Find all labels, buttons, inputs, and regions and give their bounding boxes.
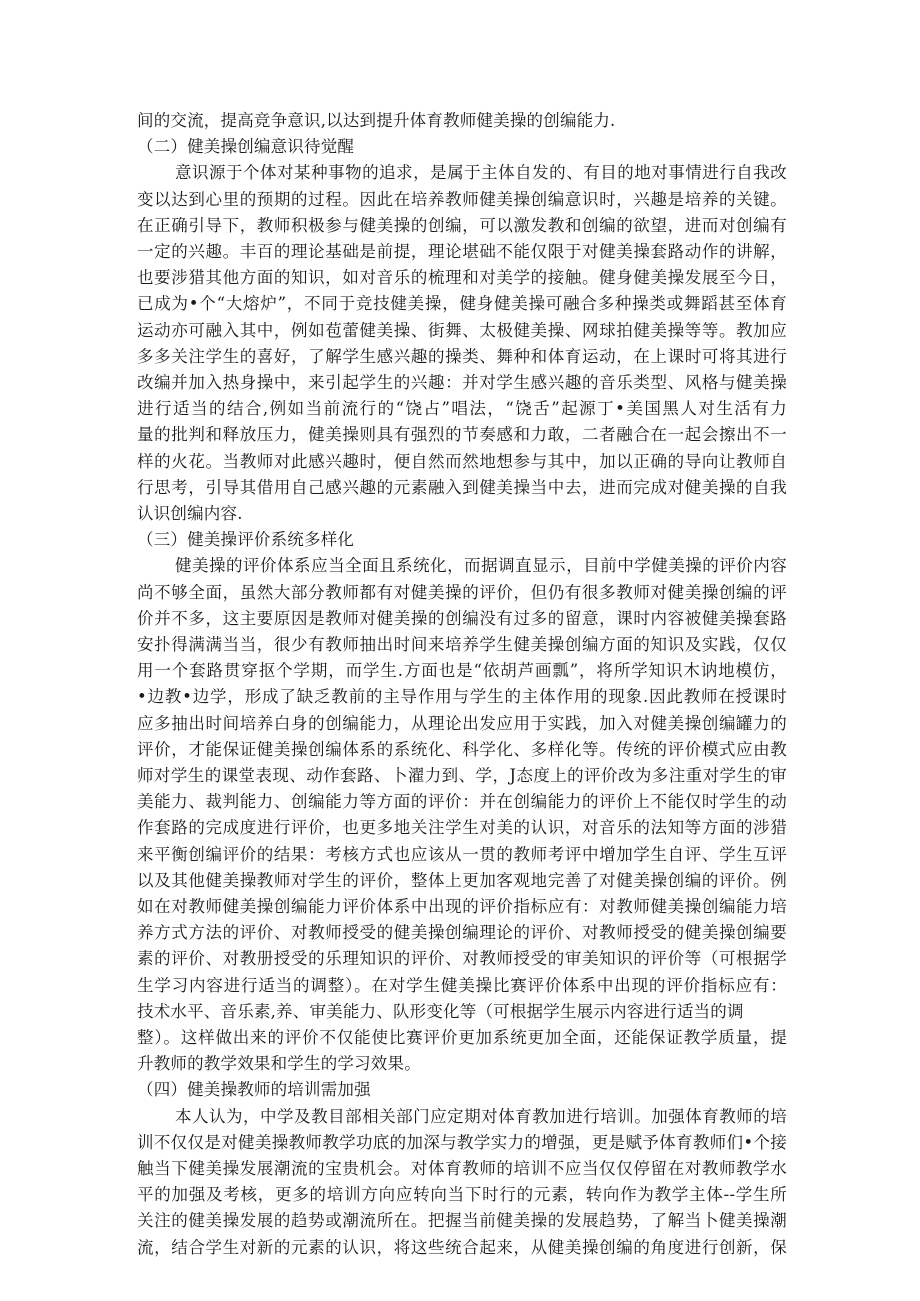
section-heading: （二）健美操创编意识待觉醒 — [137, 137, 355, 157]
text-line: 升教师的教学效果和学生的学习效果。 — [137, 1054, 421, 1074]
section-heading: （四）健美操教师的培训需加强 — [137, 1080, 371, 1100]
text-line: 量的批判和释放压力，健美操则具有强烈的节奏感和力敢，二者融合在一起会擦出不一 — [137, 425, 787, 445]
text-line: 素的评价、对教册授受的乐理知识的评价、对教师授受的审美知识的评价等（可根据学 — [137, 949, 787, 969]
text-line: 整）。这样做出来的评价不仅能使比赛评价更加系统更加全面，还能保证教学质量，提 — [137, 1028, 787, 1047]
text-line: 多多关注学生的喜好，了解学生感兴趣的操类、舞种和体育运动，在上课时可将其进行 — [137, 346, 787, 366]
text-line: 技术水平、音乐素,养、审美能力、队形变化等（可根据学生展示内容进行适当的调 — [137, 1001, 744, 1021]
text-line: 生学习内容进行适当的调整）。在对学生健美操比赛评价体系中出现的评价指标应有： — [137, 975, 787, 995]
text-line: 意识源于个体对某种事物的追求，是属于主体自发的、有目的地对事情进行自我改 — [175, 163, 787, 183]
text-line: 健美操的评价体系应当全面且系统化，而据调直显示，目前中学健美操的评价内容 — [175, 556, 787, 576]
text-line: 关注的健美操发展的趋势或潮流所在。把握当前健美操的发展趋势，了解当卜健美操潮 — [137, 1211, 787, 1231]
text-line: 本人认为，中学及教目部相关部门应定期对体育教加进行培训。加强体育教师的培 — [175, 1106, 787, 1126]
text-line: 行思考，引导其借用自己感兴趣的元素融入到健美操当中去，进而完成对健美操的自我 — [137, 477, 787, 497]
text-line: 认识创编内容. — [137, 504, 243, 523]
text-line: 也要涉猎其他方面的知识，如对音乐的梳理和对美学的接触。健身健美操发展至今日， — [137, 268, 787, 288]
text-line: 养方式方法的评价、对教师授受的健美操创编理论的评价、对教师授受的健美操创编要 — [137, 923, 787, 943]
text-line: 安扑得满满当当，很少有教师抽出时间来培养学生健美操创编方面的知识及实践，仅仅 — [137, 635, 787, 654]
text-line: 进行适当的结合,例如当前流行的“饶占”唱法，“饶舌”起源丁•美国黑人对生活有力 — [137, 399, 787, 419]
text-line: 以及其他健美操教师对学生的评价，整体上更加客观地完善了对健美操创编的评价。例 — [137, 870, 787, 890]
section-heading: （三）健美操评价系统多样化 — [137, 530, 355, 550]
text-line: 间的交流，提高竞争意识,以达到提升体育教师健美操的创编能力. — [137, 111, 616, 130]
text-line: 师对学生的课堂表现、动作套路、卜濯力到、学，J态度上的评价改为多注重对学生的审 — [137, 766, 787, 785]
text-line: 已成为•个“大熔炉”，不同于竞技健美操，健身健美操可融合多种操类或舞蹈甚至体育 — [137, 294, 787, 314]
text-line: 运动亦可融入其中，例如苞蕾健美操、街舞、太极健美操、网球拍健美操等等。教加应 — [137, 320, 787, 340]
text-line: 来平衡创编评价的结果：考核方式也应该从一贯的教师考评中增加学生自评、学生互评 — [137, 844, 787, 864]
text-line: 训不仅仅是对健美操教师教学功底的加深与教学实力的增强，更是赋予体育教师们•个接 — [137, 1132, 787, 1152]
text-line: 应多抽出时间培养白身的创编能力，从理论出发应用于实践，加入对健美操创编罐力的 — [137, 713, 787, 733]
text-line: 一定的兴趣。丰百的理论基础是前提，理论堪础不能仅限于对健美操套路动作的讲解， — [137, 242, 787, 261]
text-line: •边教•边学，形成了缺乏教前的主导作用与学生的主体作用的现象.因此教师在授课时 — [137, 687, 787, 707]
text-line: 用一个套路贯穿抠个学期，而学生.方面也是“依胡芦画瓢”，将所学知识木讷地模仿， — [137, 661, 787, 681]
text-line: 如在对教师健美操创编能力评价体系中出现的评价指标应有：对教师健美操创编能力培 — [137, 897, 787, 916]
text-line: 改编并加入热身操中，来引起学生的兴趣：并对学生感兴趣的音乐类型、风格与健美操 — [137, 373, 787, 392]
text-line: 评价，才能保证健美操创编体系的系统化、科学化、多样化等。传统的评价模式应由教 — [137, 739, 787, 759]
text-line: 在正确引导下，教师积极参与健美操的创编，可以激发教和创编的欲望，进而对创编有 — [137, 215, 787, 235]
text-line: 流，结合学生对新的元素的认识，将这些统合起来，从健美操创编的角度进行创新，保 — [137, 1237, 787, 1257]
text-line: 触当下健美操发展潮流的宝贵机会。对体育教师的培训不应当仅仅停留在对教师教学水 — [137, 1159, 787, 1178]
text-line: 变以达到心里的预期的过程。因此在培养教师健美操创编意识时，兴趣是培养的关键。 — [137, 189, 787, 209]
text-line: 尚不够全面，虽然大部分教师都有对健美操的评价，但仍有很多教师对健美操创编的评 — [137, 582, 787, 602]
text-line: 作套路的完成度进行评价，也更多地关注学生对美的认识，对音乐的法知等方面的涉猎 — [137, 818, 787, 838]
text-line: 样的火花。当教师对此感兴趣时，便自然而然地想参与其中，加以正确的导向让教师自 — [137, 451, 787, 471]
text-line: 美能力、裁判能力、创编能力等方面的评价：并在创编能力的评价上不能仅时学生的动 — [137, 792, 787, 812]
text-line: 平的加强及考核，更多的培训方向应转向当下时行的元素，转向作为教学主体--学生所 — [137, 1185, 787, 1205]
text-line: 价并不多，这主要原因是教师对健美操的创编没有过多的留意，课时内容被健美操套路 — [137, 608, 787, 628]
